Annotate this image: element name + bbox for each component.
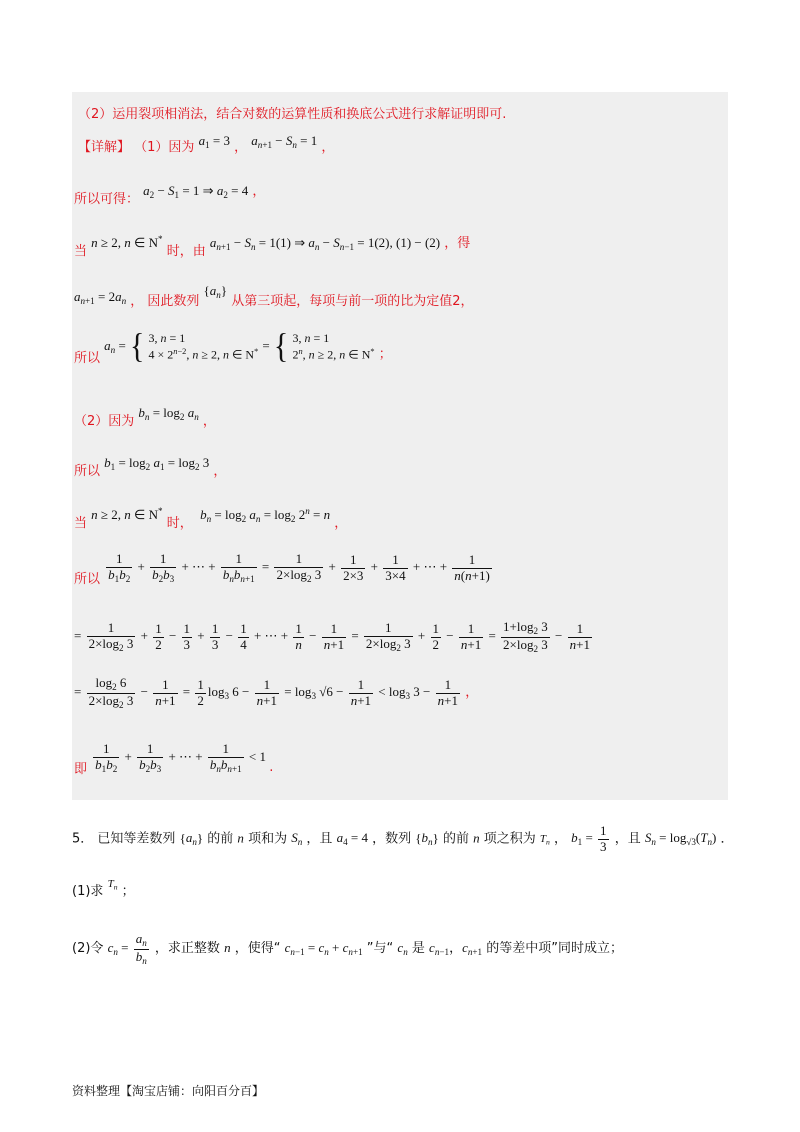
problem-number: 5．	[72, 831, 94, 847]
problem-text: ，数列	[372, 831, 412, 847]
when-text: 当	[74, 516, 88, 531]
question2-text: 的等差中项”同时成立；	[486, 941, 623, 957]
question2-text: ”与“	[366, 941, 394, 957]
question1-label: (1)求	[72, 884, 104, 899]
detail-line: 【详解】 （1）因为 $a_1 = 3$ ， $a_{n+1} - S_n = 1$ ，	[78, 133, 335, 155]
telescoping-line: = $\frac{1}{2\times\log_2 3}$ + $\frac{1}{2}$ − $\frac{1}{3}$ + $\frac{1}{3}$ − $\frac{1}{4}$ + ⋯ + $\frac{1}{n}$ − $\frac{1}{n+1}$ = $\frac{1}{2\times\log_2 3}$ + $\frac{1}{2}$ − $\frac{1}{n+1}$ = $\frac{1+\log_2 3}{2\times\log_2 3}$ − $\frac{1}{n+1}$	[74, 619, 590, 654]
log-line: = $\frac{\log_2 6}{2\times\log_2 3}$ − $\frac{1}{n+1}$ = $\frac{1}{2}$ $\log_3 6$ − $\frac{1}{n+1}$ = $\log_3 √6$ − $\frac{1}{n+1}$ < $\log_3 3$ − $\frac{1}{n+1}$ ，	[74, 675, 479, 710]
question2-text: 是	[411, 941, 425, 957]
question2-label: (2)令	[72, 941, 104, 957]
ji-text: 即	[74, 762, 88, 778]
semicolon: ；	[378, 347, 392, 362]
so-text: 所以	[74, 572, 101, 588]
an-cases-line: 所以 $a_n$ = { 3, n = 1 $4 \times 2^{n-2}$, n ≥ 2, n ∈ N* = { 3, n = 1 2$^n$, n ≥ 2, n ∈ N* ；	[74, 326, 392, 366]
problem-text: 的前	[442, 831, 469, 847]
so-text: 所以	[74, 464, 101, 479]
get-text: ，得	[444, 236, 471, 251]
therefore-seq: ， 因此数列	[130, 294, 200, 309]
comma: ，	[202, 414, 216, 429]
comma: ，	[334, 516, 348, 531]
footer-source: 资料整理【淘宝店铺：向阳百分百】	[72, 1084, 265, 1098]
question2-line: (2)令 $c_n$ = $\frac{a_n}{b_n}$ ，求正整数 n ，使得“ $c_{n-1} = c_n + c_{n+1}$ ”与“ $c_n$ 是 $c_{n-1}$，$c_{n+1}$ 的等差中项”同时成立；	[72, 931, 623, 966]
bn-line: 当 n ≥ 2, n ∈ N* 时， $b_n = \log_2 a_n = \log_2 2^n = n$ ，	[74, 506, 348, 531]
sum-line: 所以 $\frac{1}{b_1b_2}$ + $\frac{1}{b_2b_3}$ + ⋯ + $\frac{1}{b_nb_{n+1}}$ = $\frac{1}{2\times\log_2 3}$ + $\frac{1}{2\times 3}$ + $\frac{1}{3\times 4}$ + ⋯ + $\frac{1}{n(n+1)}$	[74, 551, 490, 588]
problem-end: ．	[720, 831, 734, 847]
comma: ，	[213, 464, 227, 479]
comma: ，	[554, 831, 568, 847]
conclusion-line: 即 $\frac{1}{b_1b_2}$ + $\frac{1}{b_2b_3}$ + ⋯ + $\frac{1}{b_nb_{n+1}}$ < 1 .	[74, 741, 274, 778]
detail-tag: 【详解】	[78, 140, 131, 155]
question1-end: ；	[121, 884, 135, 899]
time-by: 时，由	[166, 244, 206, 259]
question2-text: ，使得“	[234, 941, 281, 957]
recurrence-line: 当 n ≥ 2, n ∈ N* 时，由 $a_{n+1} - S_n = 1(1)$ ⇒ $a_n - S_{n-1} = 1(2)$, (1) − (2) ，得	[74, 234, 471, 259]
problem-text: 的前	[207, 831, 234, 847]
comma: ，	[252, 184, 266, 199]
problem5-line: 5． 已知等差数列 $\{a_n\}$ 的前 n 项和为 $S_n$ ，且 $a_4 = 4$ ，数列 $\{b_n\}$ 的前 n 项之积为 $T_n$ ， $b_1$ = $\frac{1}{3}$ ，且 $S_n = \log_{√3}(T_n)$ ．	[72, 823, 734, 854]
problem-text: ，且	[306, 831, 333, 847]
solution-method-line	[78, 103, 506, 122]
part1-because: （1）因为	[134, 140, 195, 155]
period: .	[269, 760, 274, 776]
comma: ，	[321, 140, 335, 155]
problem-text: ，且	[614, 831, 641, 847]
ratio-line: $a_{n+1} = 2a_n$ ， 因此数列 $\{a_n\}$ 从第三项起，每项与前一项的比为定值2，	[74, 283, 474, 309]
comma: ，	[465, 685, 479, 701]
question1-line: (1)求 $^{T_n}$ ；	[72, 878, 135, 899]
so-can-get: 所以可得：	[74, 192, 140, 207]
so-can-get-line: 所以可得： $a_2 - S_1 = 1$ ⇒ $a_2 = 4$ ，	[74, 183, 266, 207]
problem-text: 项和为	[248, 831, 288, 847]
b1-line: 所以 $b_1 = \log_2 a_1 = \log_2 3$ ，	[74, 455, 227, 479]
time-text: 时，	[166, 516, 193, 531]
question2-text: ，求正整数	[154, 941, 220, 957]
so-text: 所以	[74, 351, 101, 366]
problem-text: 已知等差数列	[97, 831, 176, 847]
from-third: 从第三项起，每项与前一项的比为定值2，	[231, 294, 474, 309]
part2-because-line: （2）因为 $b_n = \log_2 a_n$ ，	[74, 405, 216, 429]
when-text: 当	[74, 244, 88, 259]
part2-because: （2）因为	[74, 414, 135, 429]
method-text: （2）运用裂项相消法，结合对数的运算性质和换底公式进行求解证明即可.	[78, 107, 507, 122]
problem-text: 项之积为	[483, 831, 536, 847]
comma: ，	[234, 140, 248, 155]
